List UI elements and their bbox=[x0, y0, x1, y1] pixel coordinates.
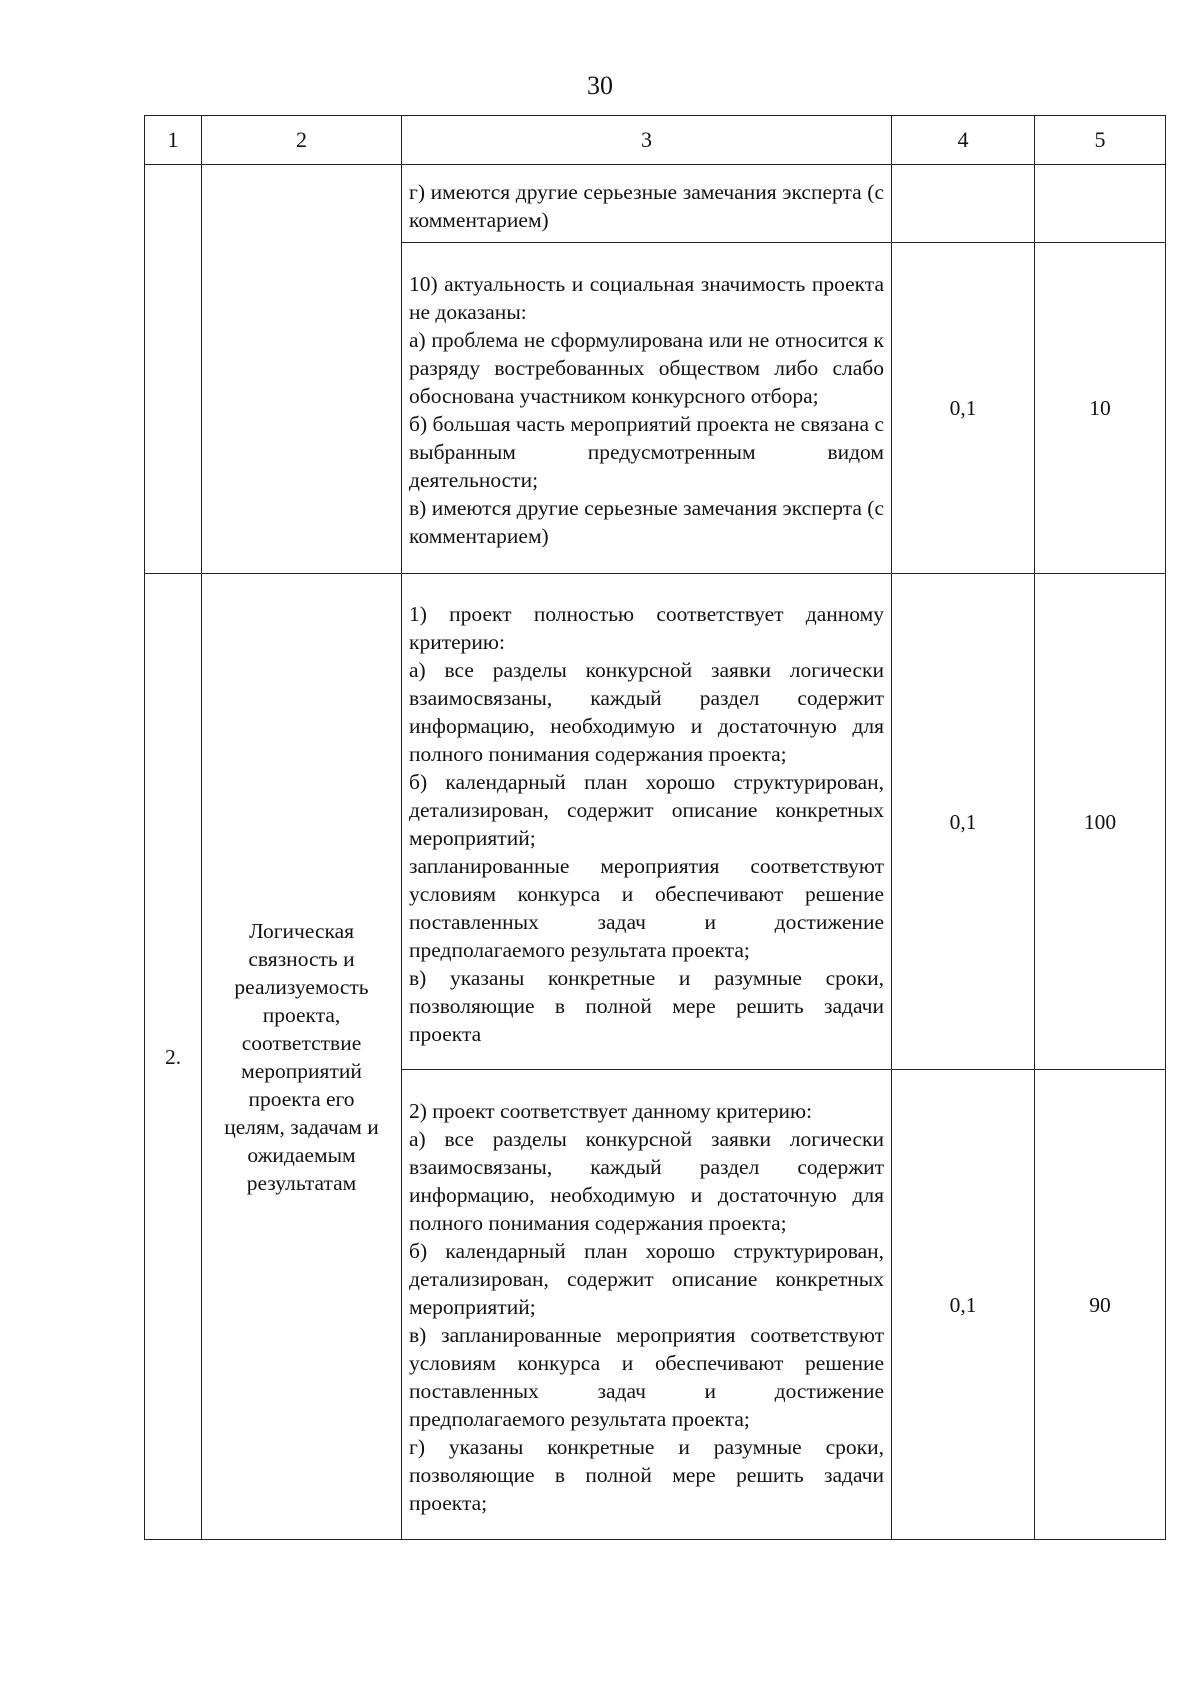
description-line: б) календарный план хорошо структурирован, детализирован, содержит описание конкретных мероприятий; bbox=[409, 1238, 884, 1319]
criterion-name-line: соответствие bbox=[241, 1030, 362, 1055]
criterion-name-line: результатам bbox=[246, 1170, 357, 1195]
table-row bbox=[145, 165, 1166, 243]
coefficient-cell bbox=[892, 165, 1035, 243]
criterion-description bbox=[402, 574, 892, 1070]
score-cell: 90 bbox=[1035, 1070, 1166, 1540]
criterion-name-line: мероприятий bbox=[241, 1058, 362, 1083]
description-line: б) большая часть мероприятий проекта не связана с выбранным предусмотренным видом деятельности; bbox=[409, 412, 884, 492]
description-line: а) все разделы конкурсной заявки логически взаимосвязаны, каждый раздел содержит информацию, необходимую и достаточную для полного понимания содержания проекта; bbox=[409, 657, 884, 766]
header-col-2: 2 bbox=[202, 116, 402, 165]
description-line: 2) проект соответствует данному критерию: bbox=[409, 1098, 813, 1123]
table-row bbox=[145, 574, 1166, 1070]
header-col-1: 1 bbox=[145, 116, 202, 165]
criterion-name-line: ожидаемым bbox=[247, 1142, 356, 1167]
criterion-name-line: проекта, bbox=[262, 1002, 341, 1027]
description-line: в) имеются другие серьезные замечания эксперта (с комментарием) bbox=[409, 496, 884, 548]
score-cell bbox=[1035, 165, 1166, 243]
section-number-cell bbox=[145, 165, 202, 574]
section-number-cell: 2. bbox=[145, 574, 202, 1540]
header-col-5: 5 bbox=[1035, 116, 1166, 165]
criterion-name-cell bbox=[202, 574, 402, 1540]
criterion-name-line: проекта его bbox=[248, 1086, 355, 1111]
description-line: г) имеются другие серьезные замечания эксперта (с комментарием) bbox=[409, 179, 884, 232]
description-line: б) календарный план хорошо структурирован, детализирован, содержит описание конкретных мероприятий; bbox=[409, 769, 884, 850]
page-number: 30 bbox=[587, 71, 613, 100]
coefficient-cell: 0,1 bbox=[892, 243, 1035, 574]
header-row bbox=[145, 116, 1166, 165]
criterion-name-cell bbox=[202, 165, 402, 574]
description-line: запланированные мероприятия соответствуют условиям конкурса и обеспечивают решение поставленных задач и достижение предполагаемого результата проекта; bbox=[409, 853, 884, 962]
header-col-3: 3 bbox=[402, 116, 892, 165]
description-line: г) указаны конкретные и разумные сроки, позволяющие в полной мере решить задачи проекта; bbox=[409, 1434, 884, 1515]
description-line: 1) проект полностью соответствует данному критерию: bbox=[409, 601, 884, 654]
header-col-4: 4 bbox=[892, 116, 1035, 165]
criterion-description bbox=[402, 1070, 892, 1540]
score-cell: 10 bbox=[1035, 243, 1166, 574]
description-line: а) проблема не сформулирована или не относится к разряду востребованных обществом либо слабо обоснована участником конкурсного отбора; bbox=[409, 328, 884, 408]
criterion-name-line: связность и bbox=[248, 946, 355, 971]
score-cell: 100 bbox=[1035, 574, 1166, 1070]
coefficient-cell: 0,1 bbox=[892, 574, 1035, 1070]
criterion-name-line: реализуемость bbox=[234, 974, 369, 999]
criterion-name-line: Логическая bbox=[248, 918, 355, 943]
description-line: в) указаны конкретные и разумные сроки, позволяющие в полной мере решить задачи проекта bbox=[409, 965, 884, 1046]
criterion-name-line: целям, задачам и bbox=[224, 1114, 379, 1139]
description-line: 10) актуальность и социальная значимость проекта не доказаны: bbox=[409, 272, 884, 324]
description-line: а) все разделы конкурсной заявки логически взаимосвязаны, каждый раздел содержит информацию, необходимую и достаточную для полного понимания содержания проекта; bbox=[409, 1126, 884, 1235]
description-line: в) запланированные мероприятия соответствуют условиям конкурса и обеспечивают решение поставленных задач и достижение предполагаемого результата проекта; bbox=[409, 1322, 884, 1431]
coefficient-cell: 0,1 bbox=[892, 1070, 1035, 1540]
criteria-table bbox=[144, 115, 1166, 1540]
criterion-description bbox=[402, 165, 892, 243]
criterion-description bbox=[402, 243, 892, 574]
